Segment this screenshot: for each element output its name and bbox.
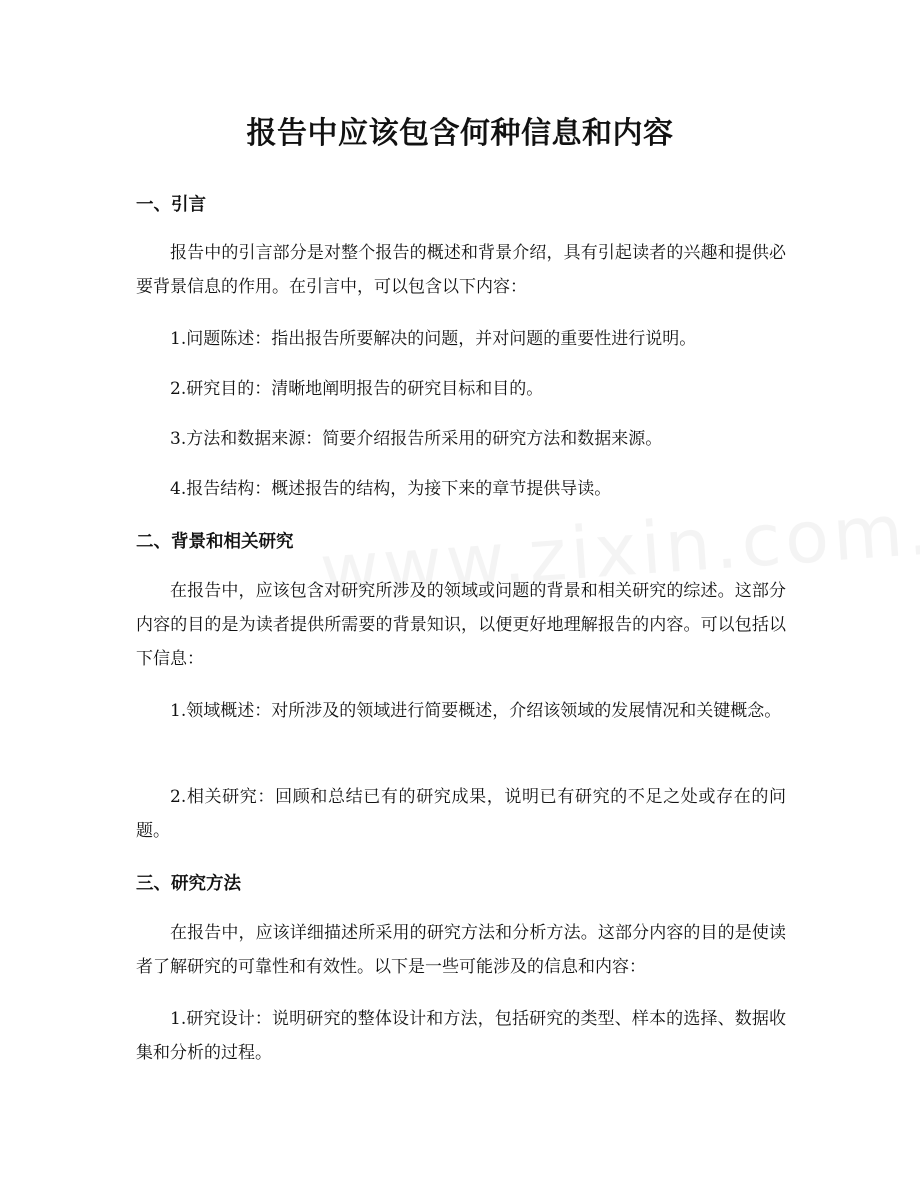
- document-title: 报告中应该包含何种信息和内容: [246, 116, 674, 151]
- list-item: 2.相关研究：回顾和总结已有的研究成果，说明已有研究的不足之处或存在的问题。: [136, 787, 786, 841]
- section-heading-methods: 三、研究方法: [136, 874, 241, 894]
- section-heading-introduction: 一、引言: [136, 195, 206, 215]
- list-item: 4.报告结构：概述报告的结构，为接下来的章节提供导读。: [170, 479, 612, 499]
- list-item: 1.研究设计：说明研究的整体设计和方法，包括研究的类型、样本的选择、数据收集和分析的过程。: [136, 1009, 786, 1063]
- paragraph: 在报告中，应该详细描述所采用的研究方法和分析方法。这部分内容的目的是使读者了解研究的可靠性和有效性。以下是一些可能涉及的信息和内容：: [136, 923, 786, 977]
- list-item: 3.方法和数据来源：简要介绍报告所采用的研究方法和数据来源。: [170, 429, 663, 449]
- list-item: 2.研究目的：清晰地阐明报告的研究目标和目的。: [170, 379, 544, 399]
- paragraph: 报告中的引言部分是对整个报告的概述和背景介绍，具有引起读者的兴趣和提供必要背景信息的作用。在引言中，可以包含以下内容：: [136, 243, 786, 297]
- list-item: 1.问题陈述：指出报告所要解决的问题，并对问题的重要性进行说明。: [170, 329, 697, 349]
- section-heading-background: 二、背景和相关研究: [136, 532, 294, 552]
- list-item: 1.领域概述：对所涉及的领域进行简要概述，介绍该领域的发展情况和关键概念。: [170, 701, 782, 721]
- paragraph: 在报告中，应该包含对研究所涉及的领域或问题的背景和相关研究的综述。这部分内容的目的是为读者提供所需要的背景知识，以便更好地理解报告的内容。可以包括以下信息：: [136, 581, 786, 669]
